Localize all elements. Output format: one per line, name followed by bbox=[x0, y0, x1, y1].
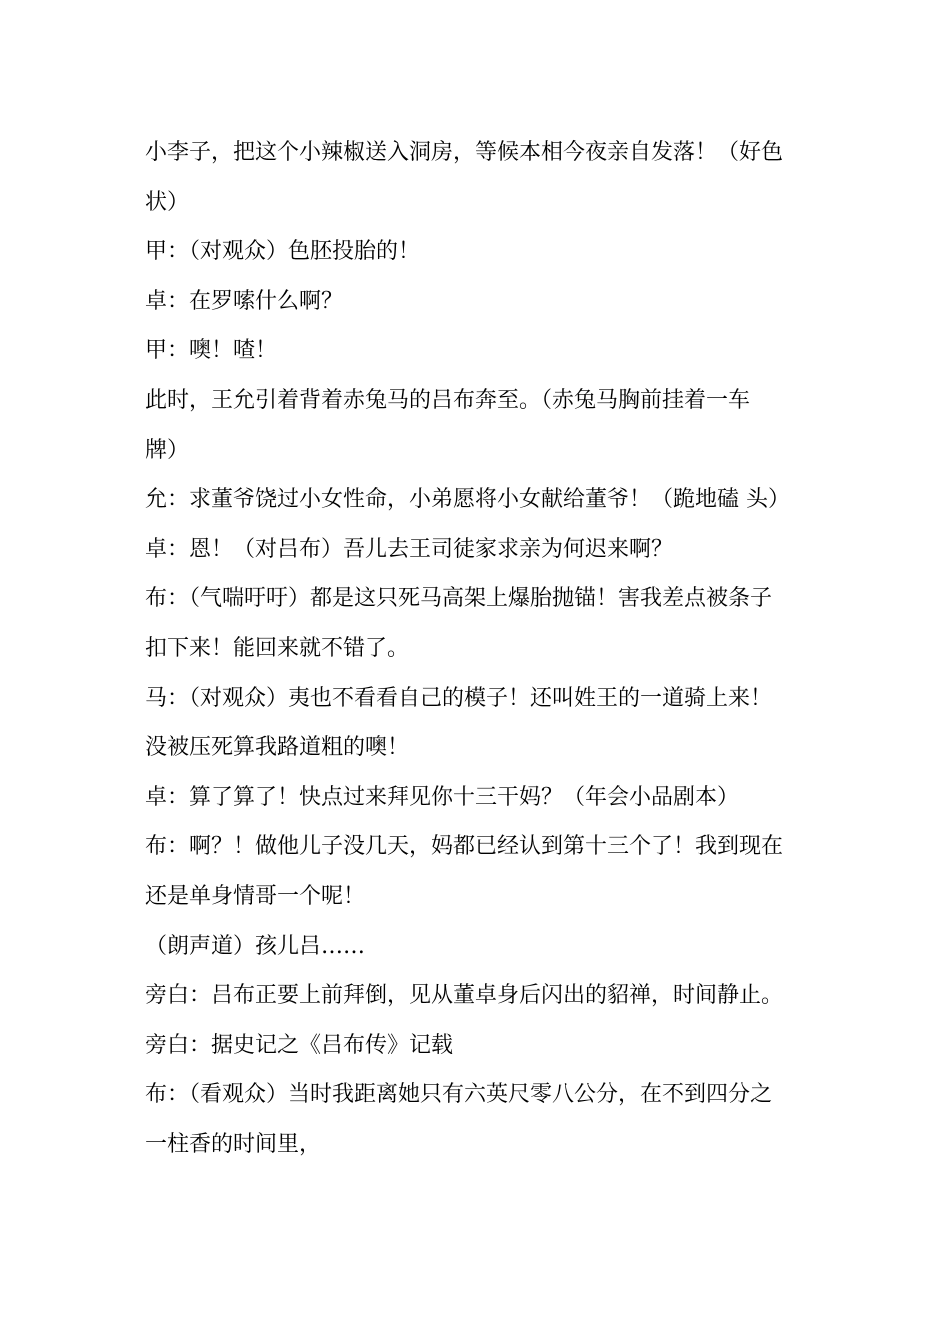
text-line: 布：（看观众）当时我距离她只有六英尺零八公分，在不到四分之 bbox=[145, 1082, 773, 1108]
text-line: 旁白：据史记之《吕布传》记载 bbox=[145, 1032, 454, 1058]
text-line: 布：啊？！做他儿子没几天，妈都已经认到第十三个了！我到现在 bbox=[145, 834, 784, 860]
text-line: 卓：算了算了！快点过来拜见你十三干妈？（年会小品剧本） bbox=[145, 784, 740, 810]
text-line: 布：（气喘吁吁）都是这只死马高架上爆胎抛锚！害我差点被条子 bbox=[145, 586, 773, 612]
text-line: 允：求董爷饶过小女性命，小弟愿将小女献给董爷！（跪地磕 头） bbox=[145, 487, 790, 513]
text-line: 状） bbox=[145, 189, 190, 215]
text-line: （朗声道）孩儿吕…… bbox=[145, 933, 366, 959]
text-line: 甲：噢！喳！ bbox=[145, 338, 278, 364]
text-line: 还是单身情哥一个呢！ bbox=[145, 883, 366, 909]
text-line: 此时，王允引着背着赤兔马的吕布奔至。（赤兔马胸前挂着一车 bbox=[145, 387, 751, 413]
text-line: 扣下来！能回来就不错了。 bbox=[145, 635, 410, 661]
script-text-body bbox=[145, 128, 810, 1169]
text-line: 马：（对观众）夷也不看看自己的模子！还叫姓王的一道骑上来！ bbox=[145, 685, 773, 711]
text-line: 甲：（对观众）色胚投胎的！ bbox=[145, 239, 421, 265]
text-line: 一柱香的时间里， bbox=[145, 1131, 322, 1157]
text-line: 卓：在罗嗦什么啊？ bbox=[145, 288, 344, 314]
text-line: 旁白：吕布正要上前拜倒，见从董卓身后闪出的貂禅，时间静止。 bbox=[145, 983, 784, 1009]
text-line: 牌） bbox=[145, 437, 190, 463]
text-line: 小李子，把这个小辣椒送入洞房，等候本相今夜亲自发落！（好色 bbox=[145, 140, 784, 165]
text-line: 卓：恩！（对吕布）吾儿去王司徒家求亲为何迟来啊？ bbox=[145, 536, 674, 562]
text-line: 没被压死算我路道粗的噢！ bbox=[145, 735, 410, 761]
